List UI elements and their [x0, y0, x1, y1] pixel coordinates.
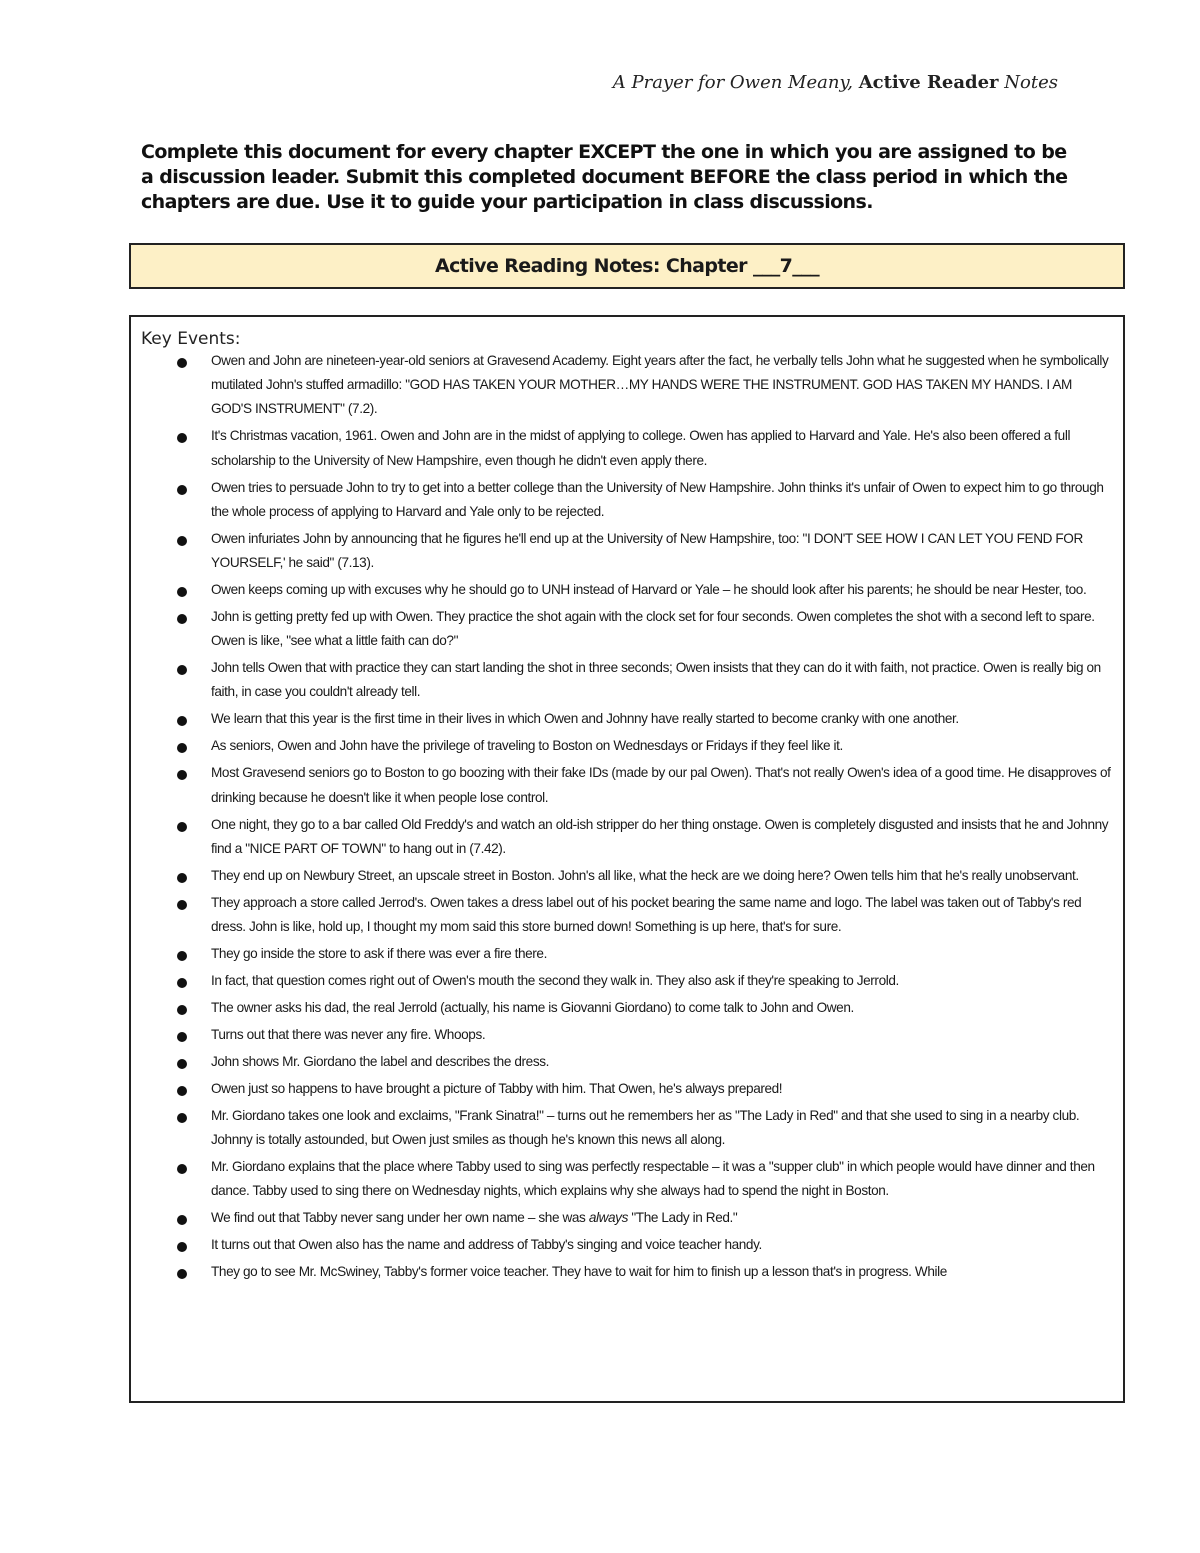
list-item: [211, 1077, 1111, 1101]
event-text: Owen keeps coming up with excuses why he should go to UNH instead of Harvard or Yale – he should look after his parents; he should be near Hester, too.: [211, 582, 1087, 598]
event-text: We learn that this year is the first time in their lives in which Owen and Johnny have really started to become cranky with one another.: [211, 711, 959, 727]
event-text: John tells Owen that with practice they can start landing the shot in three seconds; Owen insists that they can do it with faith, not practice. Owen is really big on faith, in case you couldn't already tell.: [211, 660, 1101, 700]
bullet-icon: [177, 1086, 187, 1096]
event-text: They go inside the store to ask if there was ever a fire there.: [211, 946, 547, 962]
header-bold: Active Reader: [858, 72, 999, 93]
header-suffix: Notes: [1004, 72, 1058, 93]
event-text: They end up on Newbury Street, an upscale street in Boston. John's all like, what the heck are we doing here? Owen tells him that he's really unobservant.: [211, 867, 1079, 883]
event-text: It turns out that Owen also has the name and address of Tabby's singing and voice teacher handy.: [211, 1237, 762, 1253]
event-text: Mr. Giordano takes one look and exclaims, "Frank Sinatra!" – turns out he remembers her as "The Lady in Red" and that she used to sing in a nearby club. Johnny is totally astounded, but Owen just smiles as though he's known this news all along.: [211, 1108, 1080, 1148]
key-events-list: [131, 349, 1123, 1287]
list-item: [211, 578, 1111, 602]
event-emphasis: always: [588, 1210, 628, 1226]
document-header: [613, 72, 1058, 93]
event-text: The owner asks his dad, the real Jerrold (actually, his name is Giovanni Giordano) to come talk to John and Owen.: [211, 1000, 854, 1016]
bullet-icon: [177, 951, 187, 961]
book-title: A Prayer for Owen Meany,: [612, 72, 853, 93]
list-item: [211, 1155, 1111, 1203]
list-item: [211, 1104, 1111, 1152]
bullet-icon: [177, 873, 187, 883]
list-item: [211, 527, 1111, 575]
bullet-icon: [177, 614, 187, 624]
event-text: Owen tries to persuade John to try to get into a better college than the University of New Hampshire. John thinks it's unfair of Owen to expect him to go through the whole process of applying to Harvard and Yale only to be rejected.: [211, 479, 1104, 519]
bullet-icon: [177, 433, 187, 443]
bullet-icon: [177, 770, 187, 780]
list-item: [211, 1050, 1111, 1074]
key-events-title: Key Events:: [141, 329, 241, 349]
event-text: It's Christmas vacation, 1961. Owen and John are in the midst of applying to college. Owen has applied to Harvard and Yale. He's also been offered a full scholarship to the University of New Hampshire, even though he didn't even apply there.: [211, 428, 1071, 468]
bullet-icon: [177, 743, 187, 753]
list-item: [211, 761, 1111, 809]
bullet-icon: [177, 1242, 187, 1252]
bullet-icon: [177, 716, 187, 726]
bullet-icon: [177, 485, 187, 495]
bullet-icon: [177, 1113, 187, 1123]
list-item: [211, 734, 1111, 758]
event-text: Owen just so happens to have brought a picture of Tabby with him. That Owen, he's always prepared!: [211, 1081, 783, 1097]
bullet-icon: [177, 536, 187, 546]
list-item: [211, 476, 1111, 524]
list-item: [211, 1023, 1111, 1047]
chapter-title-box: [129, 243, 1125, 289]
list-item: [211, 349, 1111, 422]
bullet-icon: [177, 587, 187, 597]
chapter-title: Active Reading Notes: Chapter ___7___: [435, 255, 819, 277]
list-item: [211, 969, 1111, 993]
event-text: Turns out that there was never any fire. Whoops.: [211, 1027, 486, 1043]
event-text: Owen and John are nineteen-year-old seniors at Gravesend Academy. Eight years after the fact, he verbally tells John what he suggested when he symbolically mutilated John's stuffed armadillo: "GOD HAS TAKEN YOUR MOTHER…MY HANDS WERE THE INSTRUMENT. GOD HAS TAKEN MY HANDS. I AM GOD'S INSTRUMENT" (7.2).: [211, 353, 1109, 417]
event-text: One night, they go to a bar called Old Freddy's and watch an old-ish stripper do her thing onstage. Owen is completely disgusted and insists that he and Johnny find a "NICE PART OF TOWN" to hang out in (7.42).: [211, 816, 1109, 856]
event-text: In fact, that question comes right out of Owen's mouth the second they walk in. They also ask if they're speaking to Jerrold.: [211, 973, 899, 989]
event-text: Mr. Giordano explains that the place where Tabby used to sing was perfectly respectable – it was a "supper club" in which people would have dinner and then dance. Tabby used to sing there on Wednesday nights, which explains why she always had to spend the night in Boston.: [211, 1159, 1095, 1199]
list-item: [211, 942, 1111, 966]
list-item: [211, 996, 1111, 1020]
event-text: They approach a store called Jerrod's. Owen takes a dress label out of his pocket bearing the same name and logo. The label was taken out of Tabby's red dress. John is like, hold up, I thought my mom said this store burned down! Something is up here, that's for sure.: [211, 894, 1082, 935]
list-item: [211, 1206, 1111, 1230]
bullet-icon: [177, 1215, 187, 1225]
list-item: [211, 605, 1111, 653]
list-item: [211, 656, 1111, 704]
bullet-icon: [177, 900, 187, 910]
list-item: [211, 813, 1111, 861]
bullet-icon: [177, 1005, 187, 1015]
event-text: "The Lady in Red.": [627, 1210, 738, 1226]
list-item: [211, 424, 1111, 472]
list-item: [211, 707, 1111, 731]
event-text: Most Gravesend seniors go to Boston to go boozing with their fake IDs (made by our pal Owen). That's not really Owen's idea of a good time. He disapproves of drinking because he doesn't like it when people lose control.: [211, 765, 1111, 805]
event-text: John shows Mr. Giordano the label and describes the dress.: [211, 1054, 549, 1070]
event-text: They go to see Mr. McSwiney, Tabby's former voice teacher. They have to wait for him to finish up a lesson that's in progress. While: [211, 1264, 947, 1280]
list-item: [211, 864, 1111, 888]
bullet-icon: [177, 1164, 187, 1174]
bullet-icon: [177, 1032, 187, 1042]
list-item: [211, 1260, 1111, 1284]
bullet-icon: [177, 1059, 187, 1069]
bullet-icon: [177, 358, 187, 368]
event-text: We find out that Tabby never sang under her own name – she was: [211, 1210, 589, 1226]
list-item: [211, 1233, 1111, 1257]
bullet-icon: [177, 1269, 187, 1279]
bullet-icon: [177, 978, 187, 988]
bullet-icon: [177, 665, 187, 675]
key-events-box: [129, 315, 1125, 1403]
event-text: Owen infuriates John by announcing that he figures he'll end up at the University of New Hampshire, too: "I DON'T SEE HOW I CAN LET YOU FEND FOR YOURSELF,' he said" (7.13).: [211, 530, 1083, 571]
bullet-icon: [177, 822, 187, 832]
event-text: As seniors, Owen and John have the privilege of traveling to Boston on Wednesdays or Fridays if they feel like it.: [211, 738, 843, 754]
list-item: [211, 891, 1111, 939]
event-text: John is getting pretty fed up with Owen. They practice the shot again with the clock set for four seconds. Owen completes the shot with a second left to spare. Owen is like, "see what a little faith can do?": [211, 609, 1095, 649]
instructions: Complete this document for every chapter EXCEPT the one in which you are assigned to be a discussion leader. Submit this completed document BEFORE the class period in which the chapters are due. Use it to guide your participation in class discussions.: [141, 141, 1068, 213]
